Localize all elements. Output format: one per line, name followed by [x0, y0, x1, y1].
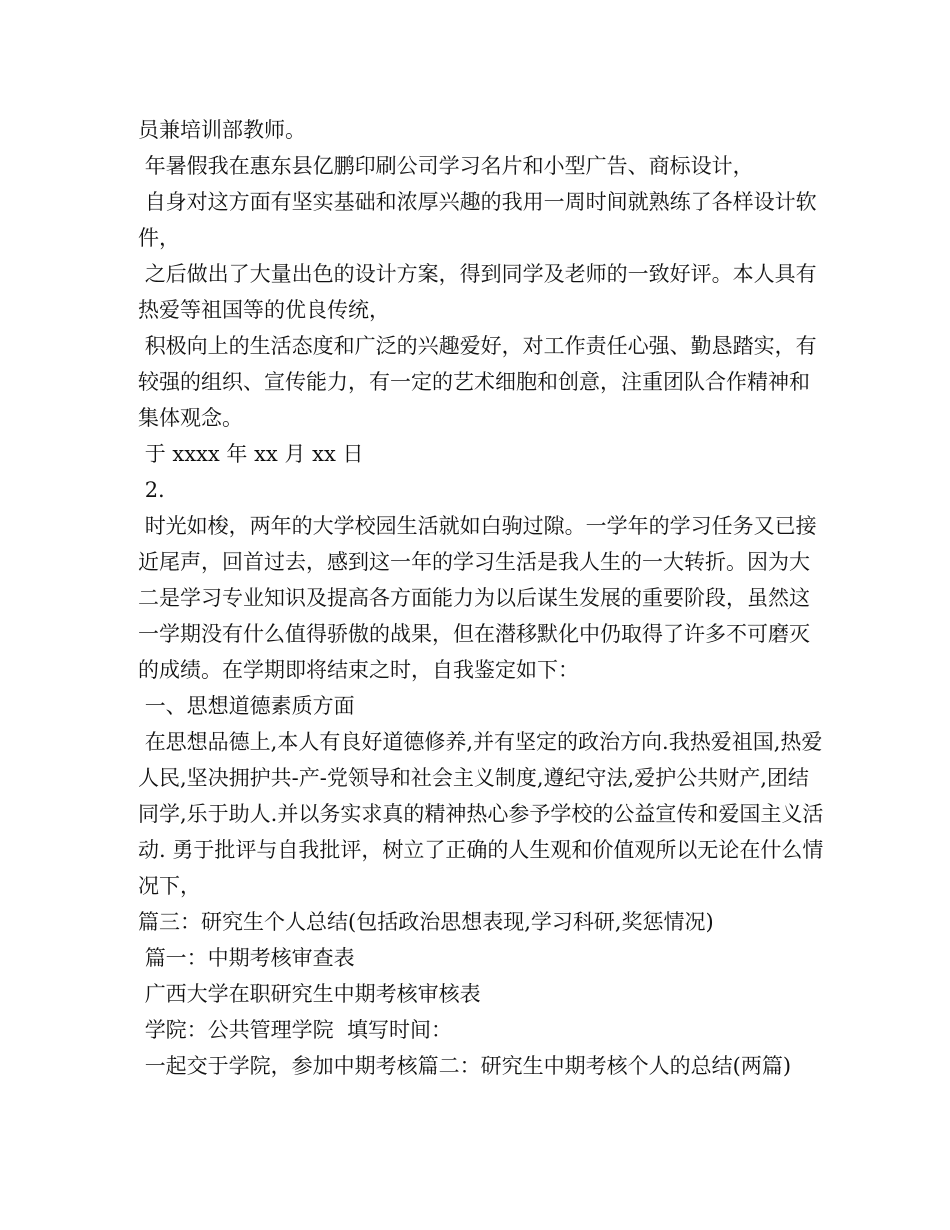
paragraph: 积极向上的生活态度和广泛的兴趣爱好，对工作责任心强、勤恳踏实，有较强的组织、宣传能力，有一定的艺术细胞和创意，注重团队合作精神和集体观念。 [138, 334, 817, 430]
section-heading: 篇三：研究生个人总结(包括政治思想表现,学习科研,奖惩情况) [138, 910, 714, 934]
form-field-line: 学院：公共管理学院 填写时间： [138, 1018, 453, 1042]
paragraph: 一起交于学院，参加中期考核篇二：研究生中期考核个人的总结(两篇) [138, 1054, 792, 1078]
date-line: 于 xxxx 年 xx 月 xx 日 [138, 442, 364, 466]
paragraph: 自身对这方面有坚实基础和浓厚兴趣的我用一周时间就熟练了各样设计软件， [138, 190, 817, 250]
paragraph: 年暑假我在惠东县亿鹏印刷公司学习名片和小型广告、商标设计， [138, 154, 754, 178]
paragraph: 在思想品德上,本人有良好道德修养,并有坚定的政治方向.我热爱祖国,热爱人民,坚决拥护共-产-党领导和社会主义制度,遵纪守法,爱护公共财产,团结同学,乐于助人.并以务实求真的精神热心参予学校的公益宣传和爱国主义活动. 勇于批评与自我批评，树立了正确的人生观和价值观所以无论在什么情况下， [138, 730, 824, 898]
section-heading: 篇一：中期考核审查表 [138, 946, 355, 970]
paragraph: 之后做出了大量出色的设计方案，得到同学及老师的一致好评。本人具有热爱等祖国等的优良传统， [138, 262, 817, 322]
paragraph: 时光如梭，两年的大学校园生活就如白驹过隙。一学年的学习任务又已接近尾声，回首过去，感到这一年的学习生活是我人生的一大转折。因为大二是学习专业知识及提高各方面能力为以后谋生发展的重要阶段，虽然这一学期没有什么值得骄傲的战果，但在潜移默化中仍取得了许多不可磨灭的成绩。在学期即将结束之时，自我鉴定如下： [138, 514, 817, 682]
paragraph: 员兼培训部教师。 [138, 118, 306, 142]
section-number: 2. [138, 478, 165, 502]
form-title: 广西大学在职研究生中期考核审核表 [138, 982, 481, 1006]
document-body [138, 112, 828, 1084]
section-heading: 一、思想道德素质方面 [138, 694, 355, 718]
